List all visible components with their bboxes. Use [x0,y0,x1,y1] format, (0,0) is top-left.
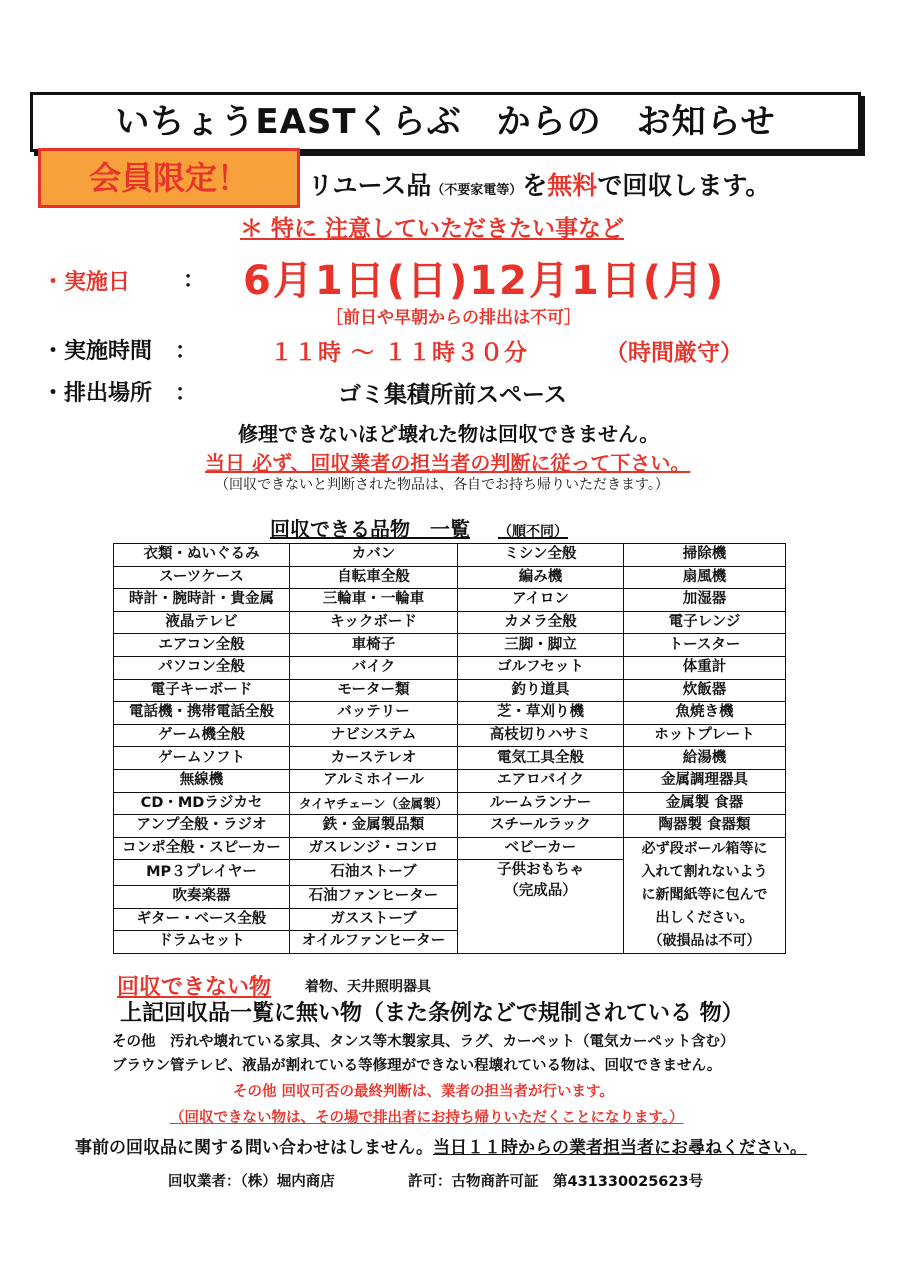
table-row [114,611,786,634]
intro-appliances: （不要家電等） [431,183,523,198]
note-take-back: （回収できないと判断された物品は、各自でお持ち帰りいただきます。） [215,477,669,493]
table-cell: タイヤチェーン（金属製） [290,792,458,815]
not-accepted-line2: 上記回収品一覧に無い物（また条例などで規制されている 物） [120,1001,744,1026]
ceramic-note-line: に新聞紙等に包んで [641,886,768,903]
table-cell: 衣類・ぬいぐるみ [114,544,290,567]
table-row [114,724,786,747]
intro-wo: を [522,171,548,200]
page-title: いちょうEASTくらぶ からの お知らせ [30,92,861,152]
list-item: 子供おもちゃ [497,862,584,879]
table-cell: 炊飯器 [624,679,786,702]
not-accepted-line4: ブラウン管テレビ、液晶が割れている等修理ができない程壊れている物は、回収できません。 [112,1058,722,1074]
caution-heading: ＊ 特に 注意していただきたい事など [240,216,625,242]
table-cell: 電子レンジ [624,611,786,634]
table-cell: 吹奏楽器 [114,885,290,908]
table-cell: バイク [290,656,458,679]
table-cell: MP３プレイヤー [114,860,290,886]
table-cell: スチールラック [458,815,624,838]
table-cell: ゴルフセット [458,656,624,679]
ceramic-note-line: 出しください。 [655,909,754,926]
table-cell: 石油ストーブ [290,860,458,886]
table-cell: スーツケース [114,566,290,589]
collector-license: 許可：古物商許可証 第431330025623号 [408,1174,704,1190]
table-cell: エアコン全般 [114,634,290,657]
table-row [114,566,786,589]
table-cell: コンポ全般・スピーカー [114,837,290,860]
table-cell: 扇風機 [624,566,786,589]
table-row [114,747,786,770]
table-cell: ルームランナー [458,792,624,815]
place-colon: ： [175,381,198,406]
table-cell: 時計・腕時計・貴金属 [114,589,290,612]
table-cell: ギター・ベース全般 [114,908,290,931]
accepted-items-table [113,543,786,954]
not-accepted-label: 回収できない物 [117,975,272,1000]
table-cell: 金属製 食器 [624,792,786,815]
inquiry-note-a: 事前の回収品に関する問い合わせはしません。 [75,1138,434,1158]
table-cell: ガスストーブ [290,908,458,931]
table-cell: 電話機・携帯電話全般 [114,702,290,725]
ceramic-note-line: （破損品は不可） [648,932,761,949]
table-cell: 三脚・脚立 [458,634,624,657]
table-cell: 体重計 [624,656,786,679]
table-cell: 掃除機 [624,544,786,567]
table-cell: アルミホイール [290,769,458,792]
time-strict: （時間厳守） [605,340,743,366]
table-cell: ベビーカー [458,837,624,860]
date-note: ［前日や早朝からの排出は不可］ [326,308,581,328]
collector-company: 回収業者：（株）堀内商店 [168,1174,335,1190]
ceramic-note-line: 必ず段ボール箱等に [641,840,768,857]
table-row [114,837,786,860]
table-cell: アンプ全般・ラジオ [114,815,290,838]
table-cell: 電子キーボード [114,679,290,702]
date-colon: ： [183,268,206,293]
time-colon: ： [175,339,198,364]
members-only-badge: 会員限定！ [38,148,300,208]
table-cell: 自転車全般 [290,566,458,589]
table-cell: 三輪車・一輪車 [290,589,458,612]
toys-cell [458,860,624,953]
table-cell: 鉄・金属製品類 [290,815,458,838]
table-row [114,679,786,702]
table-row [114,792,786,815]
not-accepted-line3: その他 汚れや壊れている家具、タンス等木製家具、ラグ、カーペット（電気カーペット含む） [112,1034,735,1050]
table-cell: ミシン全般 [458,544,624,567]
not-accepted-line5: その他 回収可否の最終判断は、業者の担当者が行います。 [233,1084,614,1100]
table-cell: CD・MDラジカセ [114,792,290,815]
items-list-title: 回収できる品物 一覧 [270,517,470,541]
inquiry-note-b: 当日１１時からの業者担当者にお尋ねください。 [433,1138,808,1158]
table-cell: 芝・草刈り機 [458,702,624,725]
ceramic-note-cell [624,837,786,953]
table-row [114,589,786,612]
date-label: ・実施日 [42,270,131,295]
table-cell: 金属調理器具 [624,769,786,792]
items-list-sub: （順不同） [498,524,568,540]
ceramic-note-line: 入れて割れないよう [641,863,768,880]
table-cell: モーター類 [290,679,458,702]
table-cell: ナビシステム [290,724,458,747]
inquiry-note [75,1133,807,1158]
table-row [114,815,786,838]
table-cell: ホットプレート [624,724,786,747]
items-list-heading [270,513,568,542]
table-cell: 釣り道具 [458,679,624,702]
intro-free: 無料 [547,171,598,200]
table-row [114,769,786,792]
note-follow-staff: 当日 必ず、回収業者の担当者の判断に従って下さい。 [205,451,691,475]
table-row [114,702,786,725]
table-cell: カメラ全般 [458,611,624,634]
place-value: ゴミ集積所前スペース [338,382,567,408]
table-cell: ガスレンジ・コンロ [290,837,458,860]
table-cell: アイロン [458,589,624,612]
table-cell: カバン [290,544,458,567]
intro-text [308,166,770,202]
table-cell: 陶器製 食器類 [624,815,786,838]
not-accepted-line6: （回収できない物は、その場で排出者にお持ち帰りいただくことになります。） [170,1110,684,1126]
table-cell: 車椅子 [290,634,458,657]
table-cell: 編み機 [458,566,624,589]
table-cell: 電気工具全般 [458,747,624,770]
table-row [114,544,786,567]
time-label: ・実施時間 [42,339,153,364]
note-broken-items: 修理できないほど壊れた物は回収できません。 [238,422,660,446]
table-cell: トースター [624,634,786,657]
table-cell: キックボード [290,611,458,634]
table-cell: カーステレオ [290,747,458,770]
table-row [114,634,786,657]
intro-reuse: リユース品 [308,171,432,200]
table-cell: 給湯機 [624,747,786,770]
date-value: 6月1日(日)12月1日(月) [243,258,726,304]
table-cell: パソコン全般 [114,656,290,679]
table-row [114,656,786,679]
place-label: ・排出場所 [42,381,153,406]
intro-collect: で回収します。 [597,171,771,200]
not-accepted-items: 着物、天井照明器具 [305,979,431,995]
time-value: １１時 ～ １１時３０分 [270,340,529,366]
table-cell: 石油ファンヒーター [290,885,458,908]
table-cell: バッテリー [290,702,458,725]
table-cell: 魚焼き機 [624,702,786,725]
table-cell: 加湿器 [624,589,786,612]
table-cell: エアロバイク [458,769,624,792]
table-cell: 高枝切りハサミ [458,724,624,747]
table-cell: ドラムセット [114,931,290,954]
list-item: （完成品） [504,883,577,900]
table-cell: ゲームソフト [114,747,290,770]
table-cell: オイルファンヒーター [290,931,458,954]
table-cell: 無線機 [114,769,290,792]
table-cell: ゲーム機全般 [114,724,290,747]
table-cell: 液晶テレビ [114,611,290,634]
